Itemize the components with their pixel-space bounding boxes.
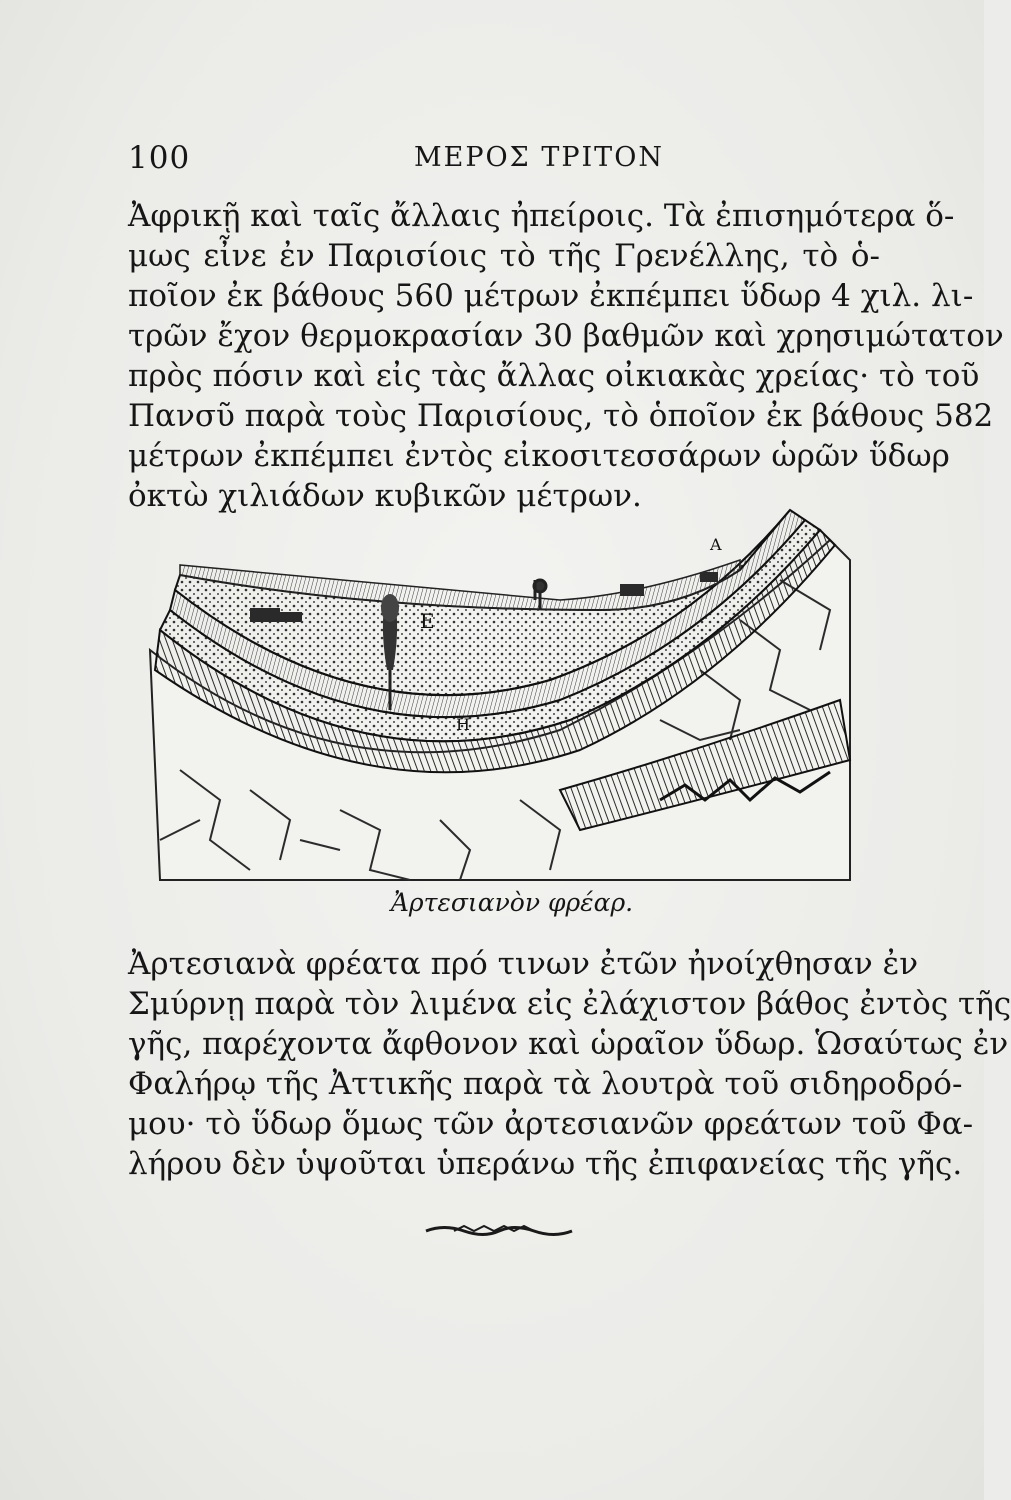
artesian-well-illustration (140, 500, 860, 900)
text-line: Ἀρτεσιανὰ φρέατα πρό τινων ἐτῶν ἠνοίχθησαν ἐν (128, 946, 919, 982)
text-line: ποῖον ἐκ βάθους 560 μέτρων ἐκπέμπει ὕδωρ 4 χιλ. λι- (128, 278, 974, 314)
engraving (140, 500, 860, 900)
label-h: H (456, 715, 470, 734)
paragraph-2 (128, 944, 1011, 1184)
text-line: λήρου δὲν ὑψοῦται ὑπεράνω τῆς ἐπιφανείας τῆς γῆς. (128, 1146, 963, 1182)
running-title: ΜΕΡΟΣ ΤΡΙΤΟΝ (414, 142, 664, 173)
text-line: πρὸς πόσιν καὶ εἰς τὰς ἄλλας οἰκιακὰς χρείας· τὸ τοῦ (128, 358, 980, 394)
text-line: ὀκτὼ χιλιάδων κυβικῶν μέτρων. (128, 478, 642, 514)
page-number: 100 (128, 140, 191, 176)
text-line: μου· τὸ ὕδωρ ὅμως τῶν ἀρτεσιανῶν φρεάτων τοῦ Φα- (128, 1106, 974, 1142)
text-line: μως εἶνε ἐν Παρισίοις τὸ τῆς Γρενέλλης, τὸ ὁ- (128, 238, 880, 274)
divider-ornament (424, 1222, 574, 1240)
paragraph-1 (128, 196, 1004, 516)
figure-caption: Ἀρτεσιανὸν φρέαρ. (390, 888, 634, 917)
text-line: γῆς, παρέχοντα ἄφθονον καὶ ὡραῖον ὕδωρ. Ὡσαύτως ἐν (128, 1026, 1009, 1062)
text-line: Πανσῦ παρὰ τοὺς Παρισίους, τὸ ὁποῖον ἐκ βάθους 582 (128, 398, 994, 434)
text-line: τρῶν ἔχον θερμοκρασίαν 30 βαθμῶν καὶ χρησιμώτατον (128, 318, 1004, 354)
label-a: A (710, 535, 722, 554)
page-header (128, 140, 880, 180)
text-line: Φαλήρῳ τῆς Ἀττικῆς παρὰ τὰ λουτρὰ τοῦ σιδηροδρό- (128, 1066, 963, 1102)
text-line: Ἀφρικῇ καὶ ταῖς ἄλλαις ἠπείροις. Τὰ ἐπισημότερα ὅ- (128, 198, 955, 234)
label-e: E (420, 609, 435, 633)
text-line: μέτρων ἐκπέμπει ἐντὸς εἰκοσιτεσσάρων ὡρῶν ὕδωρ (128, 438, 950, 474)
text-line: Σμύρνῃ παρὰ τὸν λιμένα εἰς ἐλάχιστον βάθος ἐντὸς τῆς (128, 986, 1011, 1022)
